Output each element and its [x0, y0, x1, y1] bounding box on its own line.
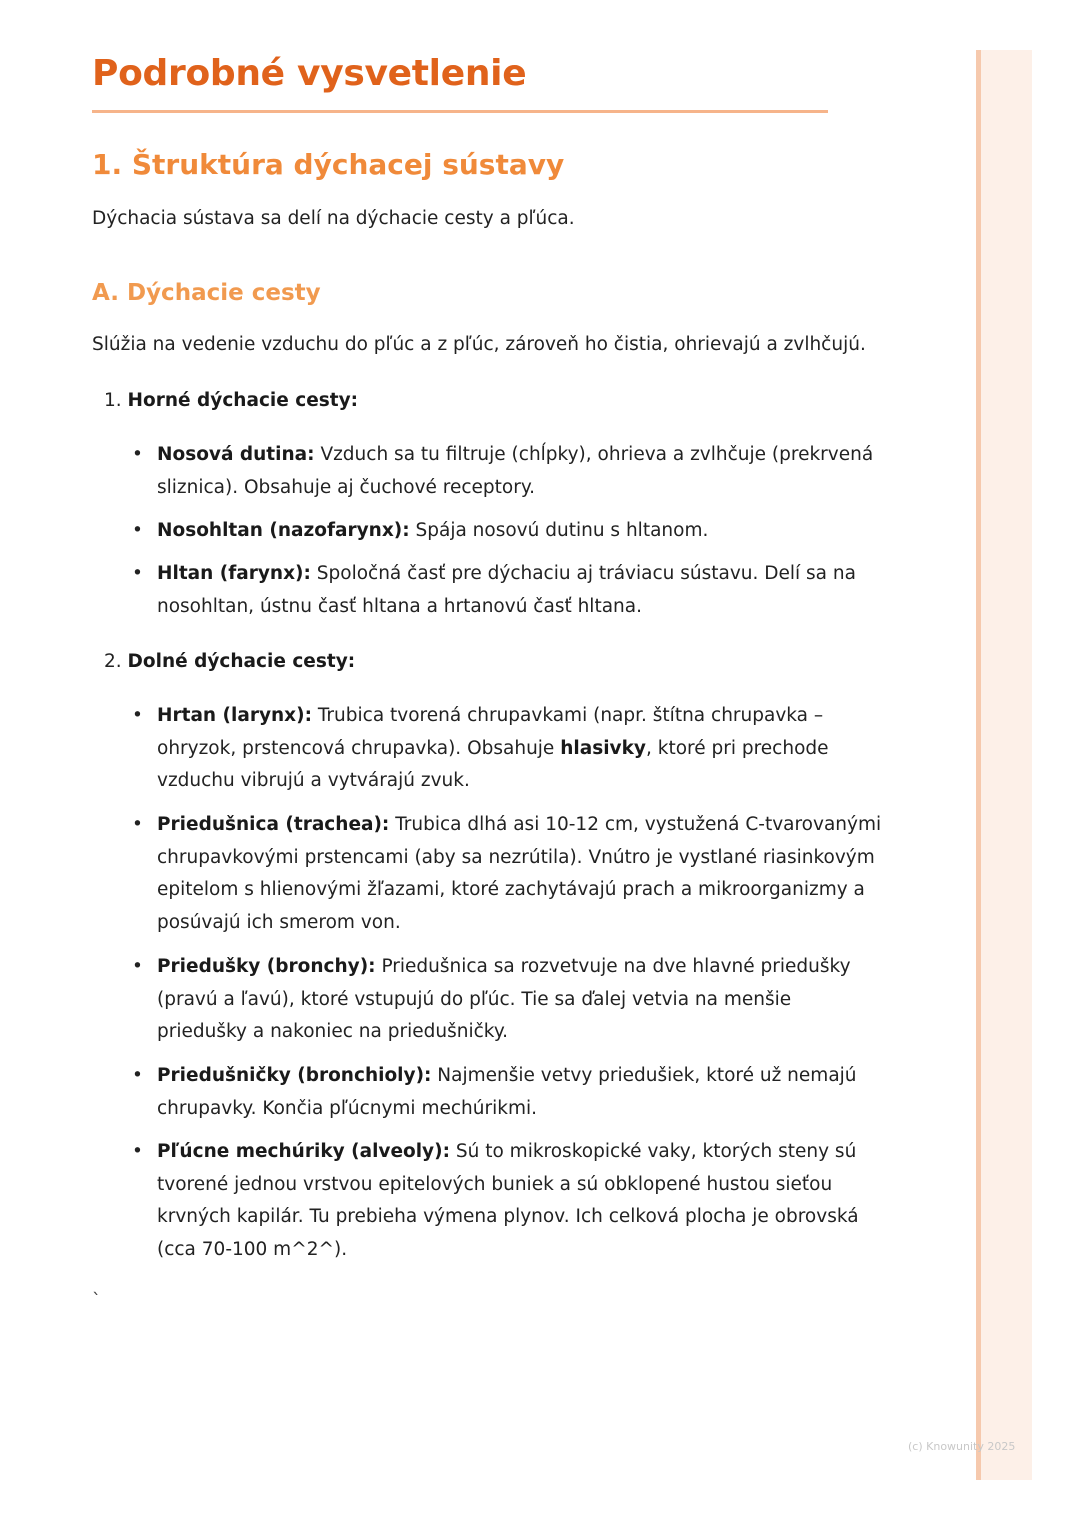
term: Priedušničky (bronchioly): [157, 1065, 432, 1086]
list-item [132, 700, 832, 798]
definition: epitelom s hlienovými žľazami, ktoré zachytávajú prach a mikroorganizmy a [157, 879, 865, 900]
term: Nosová dutina: [157, 444, 315, 465]
definition: Spája nosovú dutinu s hltanom. [409, 520, 709, 541]
stray-mark: ` [92, 1290, 101, 1311]
definition: ohryzok, prstencová chrupavka). Obsahuje [157, 737, 561, 759]
definition: Sú to mikroskopické vaky, ktorých steny sú [449, 1141, 857, 1162]
list-item [132, 951, 851, 1049]
bullet-icon: • [132, 563, 143, 584]
definition: Trubica dlhá asi 10-12 cm, vystužená C-tvarovanými [389, 814, 882, 835]
definition: chrupavkovými prstencami (aby sa nezrútila). Vnútro je vystlané riasinkovým [157, 846, 875, 868]
copyright-footer: (c) Knowunity 2025 [908, 1440, 1016, 1453]
definition: priedušky a nakoniec na priedušničky. [157, 1021, 509, 1042]
term: Hltan (farynx): [157, 563, 311, 584]
list-item [132, 558, 856, 623]
term: Nosohltan (nazofarynx): [157, 520, 410, 541]
list-item [132, 1136, 859, 1266]
definition: , ktoré pri prechode [645, 737, 829, 759]
subsection-heading-airways: A. Dýchacie cesty [92, 280, 321, 306]
definition: (cca 70-100 m^2^). [157, 1238, 348, 1260]
bullet-icon: • [132, 444, 143, 465]
page-title: Podrobné vysvetlenie [92, 53, 527, 94]
list-item [132, 809, 882, 939]
definition: krvných kapilár. Tu prebieha výmena plynov. Ich celková plocha je obrovská [157, 1206, 859, 1227]
list-heading-lower [104, 647, 355, 677]
list-item [132, 439, 874, 504]
definition: sliznica). Obsahuje aj čuchové receptory. [157, 476, 536, 498]
subsection-intro: Slúžia na vedenie vzduchu do pľúc a z pľúc, zároveň ho čistia, ohrievajú a zvlhčujú. [92, 334, 866, 355]
list-label: Dolné dýchacie cesty: [127, 651, 356, 672]
definition: Priedušnica sa rozvetvuje na dve hlavné priedušky [375, 956, 851, 977]
list-number: 1. [104, 390, 122, 411]
bullet-icon: • [132, 1065, 143, 1086]
definition: Najmenšie vetvy priedušiek, ktoré už nemajú [431, 1065, 857, 1086]
title-divider [92, 110, 828, 113]
section-intro: Dýchacia sústava sa delí na dýchacie cesty a pľúca. [92, 208, 575, 229]
definition: Trubica tvorená chrupavkami (napr. štítna chrupavka – [311, 705, 824, 726]
definition: vzduchu vibrujú a vytvárajú zvuk. [157, 770, 470, 791]
term: Pľúcne mechúriky (alveoly): [157, 1141, 450, 1162]
definition: tvorené jednou vrstvou epitelových buniek a sú obklopené hustou sieťou [157, 1173, 833, 1195]
definition: Vzduch sa tu filtruje (chĺpky), ohrieva a zvlhčuje (prekrvená [314, 444, 874, 465]
definition: chrupavky. Končia pľúcnymi mechúrikmi. [157, 1097, 537, 1119]
bullet-icon: • [132, 956, 143, 977]
definition: Spoločná časť pre dýchaciu aj tráviacu sústavu. Delí sa na [310, 563, 856, 584]
bullet-icon: • [132, 814, 143, 835]
list-number: 2. [104, 651, 122, 672]
definition: (pravú a ľavú), ktoré vstupujú do pľúc. Tie sa ďalej vetvia na menšie [157, 988, 792, 1010]
list-label: Horné dýchacie cesty: [127, 390, 359, 411]
list-item [132, 515, 832, 548]
decorative-side-band [976, 50, 1032, 1480]
term: Hrtan (larynx): [157, 705, 312, 726]
definition: nosohltan, ústnu časť hltana a hrtanovú časť hltana. [157, 595, 642, 617]
bullet-icon: • [132, 705, 143, 726]
term: Priedušnica (trachea): [157, 814, 390, 835]
list-heading-upper [104, 386, 358, 416]
bullet-icon: • [132, 1141, 143, 1162]
bullet-icon: • [132, 520, 143, 541]
term: Priedušky (bronchy): [157, 956, 376, 977]
section-heading-structure: 1. Štruktúra dýchacej sústavy [92, 148, 565, 181]
definition: posúvajú ich smerom von. [157, 911, 401, 933]
highlight-term: hlasivky [560, 737, 646, 759]
list-item [132, 1060, 857, 1125]
